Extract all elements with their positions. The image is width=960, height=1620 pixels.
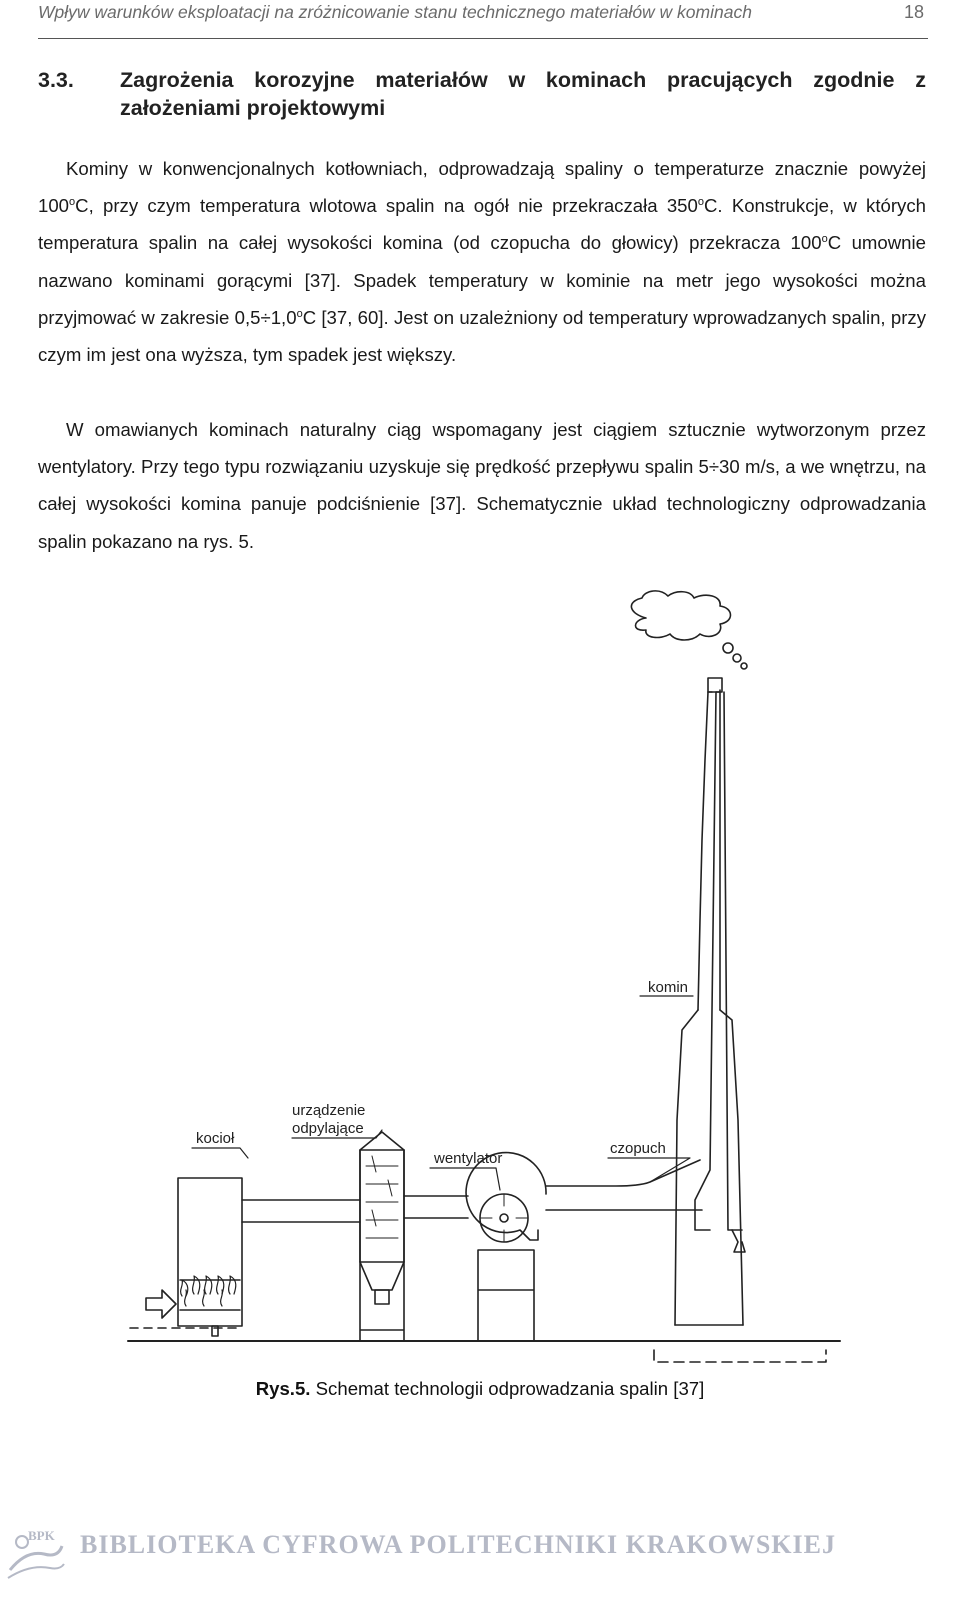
label-urzadzenie-2: odpylające	[292, 1120, 364, 1137]
smoke-cloud	[631, 591, 747, 669]
paragraph-1-text-c: C. Konstrukcje, w których temperatura spalin na całej wysokości komina (od czopucha do głowicy) przekracza 100	[38, 195, 926, 254]
running-title: Wpływ warunków eksploatacji na zróżnicowanie stanu technicznego materiałów w kominach	[38, 2, 752, 22]
paragraph-1-text-a: Kominy w konwencjonalnych kotłowniach, odprowadzają spaliny o temperaturze znacznie powyżej 100	[38, 158, 926, 217]
degree-superscript: o	[697, 196, 704, 209]
wentylator-leader	[430, 1168, 500, 1190]
label-wentylator: wentylator	[434, 1150, 503, 1167]
section-number: 3.3.	[38, 68, 74, 92]
degree-superscript: o	[69, 196, 76, 209]
degree-superscript: o	[821, 233, 828, 246]
label-komin: komin	[648, 979, 689, 996]
figure-caption	[0, 1378, 960, 1400]
flue-duct	[546, 1160, 702, 1210]
chimney-schematic-figure	[120, 590, 850, 1370]
page-header	[38, 0, 928, 39]
degree-superscript: o	[296, 307, 303, 320]
foundation-outline	[654, 1350, 826, 1362]
paragraph-1	[38, 150, 926, 373]
chimney	[675, 678, 745, 1325]
section-title: Zagrożenia korozyjne materiałów w kominach pracujących zgodnie z założeniami projektowymi	[120, 68, 926, 120]
duct-boiler-filter	[242, 1200, 360, 1222]
paragraph-1-text-b: C, przy czym temperatura wlotowa spalin na ogół nie przekraczała 350	[75, 195, 698, 217]
paragraph-2: W omawianych kominach naturalny ciąg wspomagany jest ciągiem sztucznie wytworzonym przez wentylatory. Przy tego typu rozwiązaniu uzyskuje się prędkość przepływu spalin 5÷30 m/s, a we wnętrzu, na całej wysokości komina panuje podciśnienie [37]. Schematycznie układ technologiczny odprowadzania spalin pokazano na rys. 5.	[38, 419, 926, 552]
caption-label: Rys.5.	[255, 1378, 311, 1399]
label-czopuch: czopuch	[610, 1140, 666, 1157]
label-kociol: kocioł	[196, 1130, 235, 1147]
duct-filter-fan	[404, 1196, 468, 1218]
dust-collector	[360, 1132, 404, 1340]
boiler	[146, 1178, 242, 1336]
page-number: 18	[903, 2, 924, 22]
bpk-logo-text: BPK	[28, 1528, 55, 1543]
paragraph-1-text-e: C [37, 60]. Jest on uzależniony od temperatury wprowadzanych spalin, przy czym im jest ona wyższa, tym spadek jest większy.	[38, 306, 926, 366]
bpk-logo-icon	[4, 1524, 68, 1588]
page-footer	[0, 1520, 960, 1620]
library-name: BIBLIOTEKA CYFROWA POLITECHNIKI KRAKOWSKIEJ	[80, 1530, 836, 1559]
label-urzadzenie-1: urządzenie	[292, 1102, 366, 1119]
kociol-leader	[192, 1148, 248, 1158]
inlet-arrow	[146, 1290, 176, 1318]
paragraph-1-text-d: C umownie nazwano kominami gorącymi [37]. Spadek temperatury w kominie na metr jego wysokości można przyjmować w zakresie 0,5÷1,0	[38, 232, 926, 328]
caption-text: Schemat technologii odprowadzania spalin [37]	[310, 1378, 705, 1399]
fan	[466, 1153, 546, 1340]
chimney-schematic-drawing	[120, 590, 850, 1370]
